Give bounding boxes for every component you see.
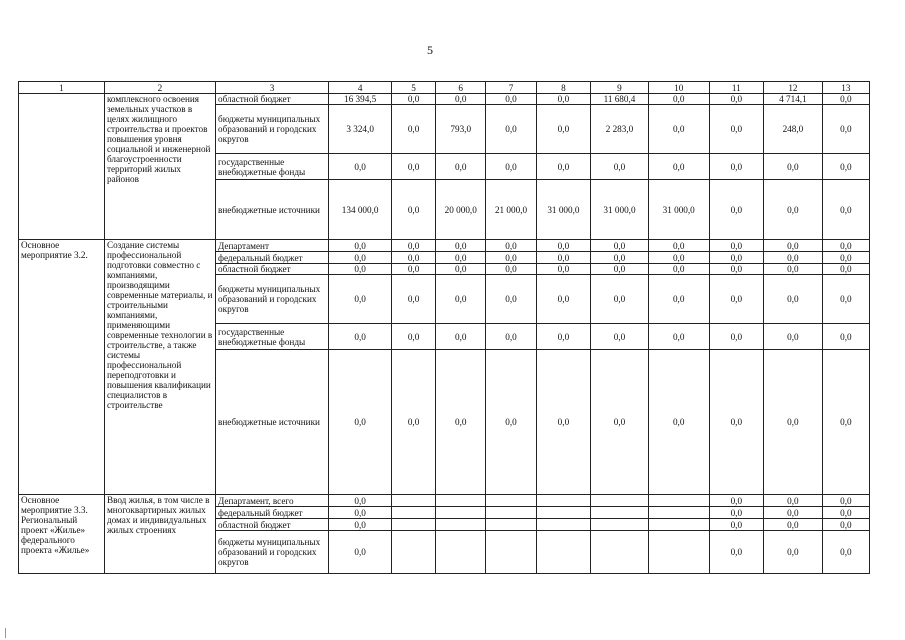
value-cell: 0,0 (822, 507, 869, 519)
value-cell: 0,0 (392, 105, 436, 154)
value-cell (591, 519, 649, 531)
column-header: 8 (536, 82, 590, 94)
value-cell (648, 495, 709, 507)
value-cell: 11 680,4 (591, 94, 649, 105)
value-cell: 0,0 (486, 252, 536, 264)
value-cell: 0,0 (822, 154, 869, 180)
value-cell (486, 519, 536, 531)
value-cell: 0,0 (436, 264, 486, 275)
funding-source-cell: государственные внебюджетные фонды (216, 324, 329, 350)
value-cell: 0,0 (486, 264, 536, 275)
value-cell: 0,0 (709, 275, 763, 324)
column-header: 13 (822, 82, 869, 94)
value-cell: 0,0 (709, 350, 763, 495)
header-row (19, 82, 870, 94)
value-cell: 0,0 (764, 264, 823, 275)
value-cell (648, 531, 709, 574)
value-cell: 16 394,5 (329, 94, 392, 105)
value-cell (591, 495, 649, 507)
value-cell: 0,0 (709, 94, 763, 105)
value-cell: 0,0 (536, 94, 590, 105)
value-cell: 0,0 (436, 275, 486, 324)
column-header: 1 (19, 82, 105, 94)
value-cell: 0,0 (392, 324, 436, 350)
value-cell: 0,0 (648, 154, 709, 180)
value-cell (392, 531, 436, 574)
value-cell: 248,0 (764, 105, 823, 154)
value-cell: 0,0 (822, 531, 869, 574)
value-cell: 0,0 (764, 252, 823, 264)
value-cell: 4 714,1 (764, 94, 823, 105)
column-header: 5 (392, 82, 436, 94)
value-cell: 0,0 (764, 507, 823, 519)
value-cell: 0,0 (822, 350, 869, 495)
funding-source-cell: областной бюджет (216, 94, 329, 105)
value-cell: 0,0 (329, 324, 392, 350)
value-cell: 0,0 (709, 264, 763, 275)
value-cell: 0,0 (436, 240, 486, 252)
column-header: 12 (764, 82, 823, 94)
value-cell: 0,0 (822, 324, 869, 350)
activity-description-cell: Ввод жилья, в том числе в многоквартирных жилых домах и индивидуальных жилых строениях (104, 495, 215, 574)
value-cell: 20 000,0 (436, 180, 486, 240)
value-cell: 0,0 (822, 264, 869, 275)
value-cell: 0,0 (648, 105, 709, 154)
column-header: 10 (648, 82, 709, 94)
value-cell: 0,0 (709, 495, 763, 507)
value-cell: 0,0 (329, 531, 392, 574)
table-row (19, 495, 870, 507)
value-cell: 0,0 (329, 252, 392, 264)
funding-source-cell: внебюджетные источники (216, 180, 329, 240)
column-header: 9 (591, 82, 649, 94)
value-cell: 0,0 (536, 324, 590, 350)
value-cell: 0,0 (392, 252, 436, 264)
activity-name-cell: Основное мероприятие 3.2. (19, 240, 105, 495)
value-cell: 0,0 (709, 105, 763, 154)
column-header: 11 (709, 82, 763, 94)
funding-source-cell: внебюджетные источники (216, 350, 329, 495)
value-cell: 0,0 (648, 324, 709, 350)
value-cell: 21 000,0 (486, 180, 536, 240)
value-cell (486, 495, 536, 507)
value-cell: 0,0 (436, 154, 486, 180)
value-cell: 0,0 (486, 154, 536, 180)
value-cell: 0,0 (436, 252, 486, 264)
value-cell: 0,0 (392, 180, 436, 240)
scan-mark (5, 628, 6, 638)
budget-table (18, 81, 870, 574)
funding-source-cell: бюджеты муниципальных образований и городских округов (216, 531, 329, 574)
value-cell (436, 495, 486, 507)
value-cell: 0,0 (764, 154, 823, 180)
value-cell: 134 000,0 (329, 180, 392, 240)
value-cell: 0,0 (709, 252, 763, 264)
value-cell: 0,0 (822, 105, 869, 154)
value-cell (648, 507, 709, 519)
value-cell: 0,0 (648, 264, 709, 275)
value-cell: 0,0 (536, 240, 590, 252)
value-cell: 0,0 (329, 240, 392, 252)
value-cell: 0,0 (536, 264, 590, 275)
value-cell: 0,0 (591, 252, 649, 264)
activity-description-cell: Создание системы профессиональной подготовки совместно с компаниями, производящими современные материалы, и строительными компаниями, применяющими современные технологии в строительстве, а также системы профессиональной переподготовки и повышения квалификации специалистов в строительстве (104, 240, 215, 495)
value-cell: 0,0 (591, 275, 649, 324)
value-cell (591, 507, 649, 519)
funding-source-cell: областной бюджет (216, 264, 329, 275)
value-cell (536, 519, 590, 531)
value-cell (436, 531, 486, 574)
value-cell: 0,0 (329, 495, 392, 507)
value-cell: 793,0 (436, 105, 486, 154)
value-cell: 0,0 (822, 180, 869, 240)
value-cell (392, 507, 436, 519)
value-cell: 0,0 (536, 275, 590, 324)
value-cell: 0,0 (436, 94, 486, 105)
value-cell: 0,0 (486, 105, 536, 154)
value-cell: 0,0 (392, 275, 436, 324)
value-cell (392, 519, 436, 531)
table-row (19, 240, 870, 252)
value-cell: 0,0 (392, 350, 436, 495)
funding-source-cell: федеральный бюджет (216, 252, 329, 264)
value-cell: 0,0 (764, 275, 823, 324)
page-number: 5 (427, 43, 433, 57)
value-cell: 0,0 (822, 275, 869, 324)
value-cell: 0,0 (648, 94, 709, 105)
value-cell (486, 507, 536, 519)
value-cell: 31 000,0 (536, 180, 590, 240)
value-cell: 0,0 (822, 240, 869, 252)
column-header: 3 (216, 82, 329, 94)
funding-source-cell: бюджеты муниципальных образований и городских округов (216, 275, 329, 324)
value-cell: 0,0 (536, 105, 590, 154)
value-cell: 0,0 (591, 350, 649, 495)
value-cell: 0,0 (764, 180, 823, 240)
value-cell: 0,0 (648, 350, 709, 495)
value-cell: 0,0 (591, 154, 649, 180)
value-cell: 0,0 (536, 252, 590, 264)
value-cell: 0,0 (329, 264, 392, 275)
value-cell: 0,0 (709, 154, 763, 180)
value-cell (536, 495, 590, 507)
value-cell (536, 531, 590, 574)
value-cell: 0,0 (822, 519, 869, 531)
value-cell: 0,0 (536, 154, 590, 180)
value-cell: 0,0 (591, 264, 649, 275)
value-cell: 0,0 (764, 240, 823, 252)
value-cell: 0,0 (486, 275, 536, 324)
value-cell (536, 507, 590, 519)
column-header: 4 (329, 82, 392, 94)
activity-name-cell (19, 94, 105, 240)
value-cell: 0,0 (648, 275, 709, 324)
value-cell: 2 283,0 (591, 105, 649, 154)
value-cell: 0,0 (392, 240, 436, 252)
value-cell: 31 000,0 (591, 180, 649, 240)
value-cell (436, 519, 486, 531)
value-cell: 0,0 (329, 350, 392, 495)
activity-description-cell: комплексного освоения земельных участков в целях жилищного строительства и проектов повышения уровня социальной и инженерной благоустроенности территорий жилых районов (104, 94, 215, 240)
column-header: 7 (486, 82, 536, 94)
value-cell: 0,0 (648, 252, 709, 264)
value-cell: 0,0 (764, 531, 823, 574)
value-cell: 0,0 (709, 507, 763, 519)
value-cell: 0,0 (392, 94, 436, 105)
value-cell: 0,0 (591, 324, 649, 350)
value-cell (591, 531, 649, 574)
funding-source-cell: бюджеты муниципальных образований и городских округов (216, 105, 329, 154)
value-cell (648, 519, 709, 531)
value-cell: 0,0 (709, 324, 763, 350)
value-cell: 0,0 (764, 324, 823, 350)
value-cell: 0,0 (486, 94, 536, 105)
funding-source-cell: Департамент, всего (216, 495, 329, 507)
value-cell: 0,0 (709, 240, 763, 252)
value-cell: 0,0 (536, 350, 590, 495)
value-cell: 0,0 (329, 275, 392, 324)
value-cell: 0,0 (822, 495, 869, 507)
table-row (19, 94, 870, 105)
value-cell: 0,0 (436, 350, 486, 495)
value-cell: 0,0 (392, 154, 436, 180)
value-cell: 31 000,0 (648, 180, 709, 240)
value-cell: 0,0 (329, 154, 392, 180)
value-cell: 0,0 (709, 531, 763, 574)
funding-source-cell: федеральный бюджет (216, 507, 329, 519)
value-cell: 0,0 (822, 252, 869, 264)
value-cell: 3 324,0 (329, 105, 392, 154)
value-cell: 0,0 (822, 94, 869, 105)
value-cell (486, 531, 536, 574)
value-cell: 0,0 (329, 507, 392, 519)
value-cell (392, 495, 436, 507)
value-cell: 0,0 (764, 519, 823, 531)
funding-source-cell: государственные внебюджетные фонды (216, 154, 329, 180)
column-header: 2 (104, 82, 215, 94)
value-cell: 0,0 (764, 350, 823, 495)
funding-source-cell: Департамент (216, 240, 329, 252)
value-cell: 0,0 (648, 240, 709, 252)
activity-name-cell: Основное мероприятие 3.3. Региональный проект «Жилье» федерального проекта «Жилье» (19, 495, 105, 574)
value-cell: 0,0 (764, 495, 823, 507)
column-header: 6 (436, 82, 486, 94)
value-cell: 0,0 (392, 264, 436, 275)
value-cell: 0,0 (486, 324, 536, 350)
value-cell: 0,0 (486, 350, 536, 495)
value-cell: 0,0 (709, 180, 763, 240)
value-cell: 0,0 (709, 519, 763, 531)
value-cell (436, 507, 486, 519)
funding-source-cell: областной бюджет (216, 519, 329, 531)
value-cell: 0,0 (591, 240, 649, 252)
value-cell: 0,0 (329, 519, 392, 531)
value-cell: 0,0 (486, 240, 536, 252)
value-cell: 0,0 (436, 324, 486, 350)
